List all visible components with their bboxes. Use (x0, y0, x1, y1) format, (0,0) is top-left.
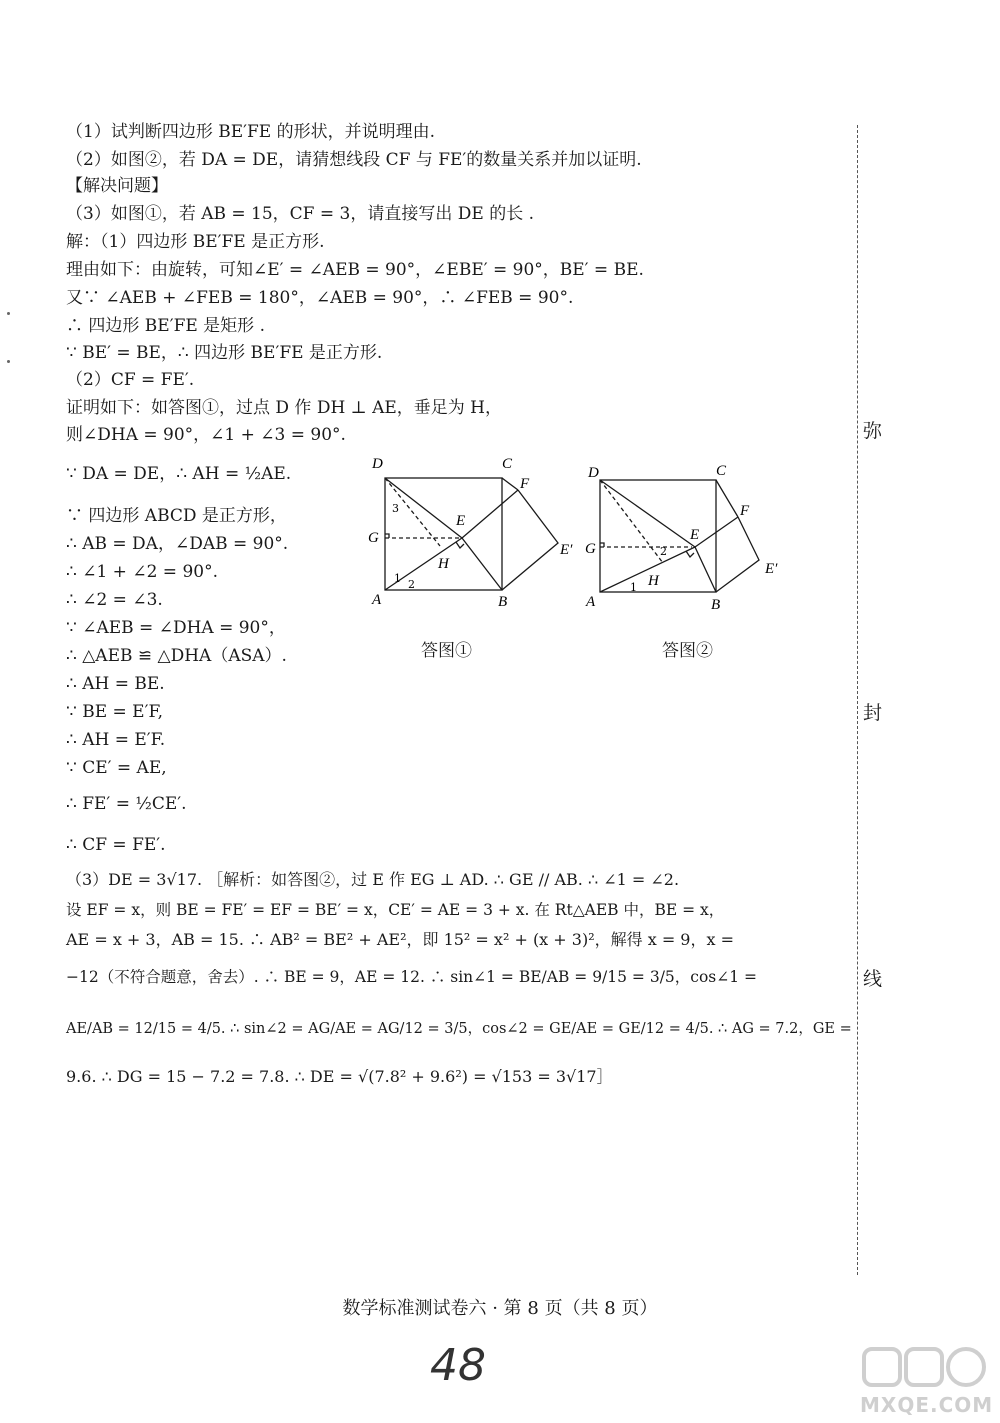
solution-line: 9.6. ∴ DG = 15 − 7.2 = 7.8. ∴ DE = √(7.8² + 9.6²) = √153 = 3√17］ (66, 1067, 613, 1086)
q1-text: （1）试判断四边形 BE′FE 的形状，并说明理由. (66, 122, 435, 142)
solution-line: （2）CF = FE′. (66, 370, 195, 390)
point-label: D (588, 465, 599, 481)
solution-line: ∵ BE′ = BE，∴ 四边形 BE′FE 是正方形. (66, 343, 383, 363)
angle-label: 1 (630, 581, 637, 594)
point-label: G (368, 530, 379, 546)
solution-line: ∵ DA = DE，∴ AH = ½AE. (66, 464, 292, 484)
point-label: C (502, 456, 513, 472)
solution-line: ∴ △AEB ≌ △DHA（ASA）. (66, 646, 287, 666)
angle-label: 3 (392, 502, 399, 515)
handwritten-page-number: 48 (430, 1340, 486, 1391)
binding-char: 封 (863, 694, 882, 729)
solution-line: −12（不符合题意，舍去）. ∴ BE = 9，AE = 12. ∴ sin∠1 = BE/AB = 9/15 = 3/5，cos∠1 = (66, 968, 758, 986)
figure-2-caption: 答图② (662, 641, 713, 661)
point-label: C (716, 463, 727, 479)
binding-char: 线 (863, 960, 882, 995)
point-label: A (586, 594, 596, 610)
solution-line: ∴ ∠1 + ∠2 = 90°. (66, 562, 218, 582)
point-label: E (690, 527, 700, 543)
section-heading: 【解决问题】 (66, 176, 168, 196)
solution-line: （3）DE = 3√17. ［解析：如答图②，过 E 作 EG ⊥ AD. ∴ GE // AB. ∴ ∠1 = ∠2. (66, 870, 680, 889)
solution-line: 证明如下：如答图①，过点 D 作 DH ⊥ AE，垂足为 H， (66, 398, 503, 418)
point-label: E′ (560, 542, 573, 558)
angle-label: 1 (394, 572, 401, 585)
scan-speck (7, 360, 10, 363)
point-label: E′ (765, 561, 778, 577)
solution-line: AE/AB = 12/15 = 4/5. ∴ sin∠2 = AG/AE = AG/12 = 3/5，cos∠2 = GE/AE = GE/12 = 4/5. ∴ AG = 7.2，GE = (66, 1021, 852, 1037)
point-label: H (648, 573, 659, 589)
solution-line: 理由如下：由旋转，可知∠E′ = ∠AEB = 90°，∠EBE′ = 90°，BE′ = BE. (66, 260, 644, 280)
solution-line: ∴ ∠2 = ∠3. (66, 590, 163, 610)
angle-label: 2 (408, 578, 415, 591)
solution-line: ∴ FE′ = ½CE′. (66, 794, 187, 814)
binding-dashed-line (857, 125, 858, 1275)
point-label: A (372, 592, 382, 608)
q3-text: （3）如图①，若 AB = 15，CF = 3，请直接写出 DE 的长 . (66, 204, 534, 224)
solution-line: ∴ 四边形 BE′FE 是矩形 . (66, 316, 265, 336)
solution-line: ∴ AH = E′F. (66, 730, 166, 750)
solution-line: ∵ CE′ = AE, (66, 758, 167, 778)
solution-line: ∴ CF = FE′. (66, 835, 166, 855)
point-label: G (585, 541, 596, 557)
solution-line: ∵ BE = E′F, (66, 702, 163, 722)
q2-text: （2）如图②，若 DA = DE，请猜想线段 CF 与 FE′的数量关系并加以证明. (66, 150, 642, 170)
figure-1-caption: 答图① (421, 641, 472, 661)
solution-line: AE = x + 3，AB = 15. ∴ AB² = BE² + AE²，即 15² = x² + (x + 3)²，解得 x = 9，x = (66, 930, 735, 949)
point-label: B (711, 597, 721, 613)
binding-char: 弥 (863, 412, 882, 447)
point-label: F (740, 503, 750, 519)
point-label: B (498, 594, 508, 610)
point-label: D (372, 456, 383, 472)
solution-line: ∴ AB = DA，∠DAB = 90°. (66, 534, 289, 554)
point-label: F (520, 476, 530, 492)
page-footer: 数学标准测试卷六 · 第 8 页（共 8 页） (342, 1298, 658, 1319)
point-label: E (456, 513, 466, 529)
solution-line: 则∠DHA = 90°，∠1 + ∠3 = 90°. (66, 425, 346, 445)
solution-line: ∵ ∠AEB = ∠DHA = 90°， (66, 618, 286, 638)
watermark-logo (860, 1345, 994, 1417)
solution-line: ∴ AH = BE. (66, 674, 165, 694)
solution-line: ∵ 四边形 ABCD 是正方形， (66, 506, 287, 526)
scan-speck (7, 312, 10, 315)
solution-line: 设 EF = x，则 BE = FE′ = EF = BE′ = x，CE′ = AE = 3 + x. 在 Rt△AEB 中，BE = x， (66, 901, 725, 919)
figure-1 (360, 450, 590, 620)
solution-line: 又∵ ∠AEB + ∠FEB = 180°，∠AEB = 90°，∴ ∠FEB = 90°. (66, 288, 574, 308)
point-label: H (438, 556, 449, 572)
solution-line: 解：（1）四边形 BE′FE 是正方形. (66, 232, 325, 252)
watermark-text: MXQE.COM (860, 1393, 994, 1417)
figure-2 (578, 455, 808, 625)
angle-label: 2 (660, 545, 667, 558)
watermark-emblem-icon (860, 1345, 990, 1393)
